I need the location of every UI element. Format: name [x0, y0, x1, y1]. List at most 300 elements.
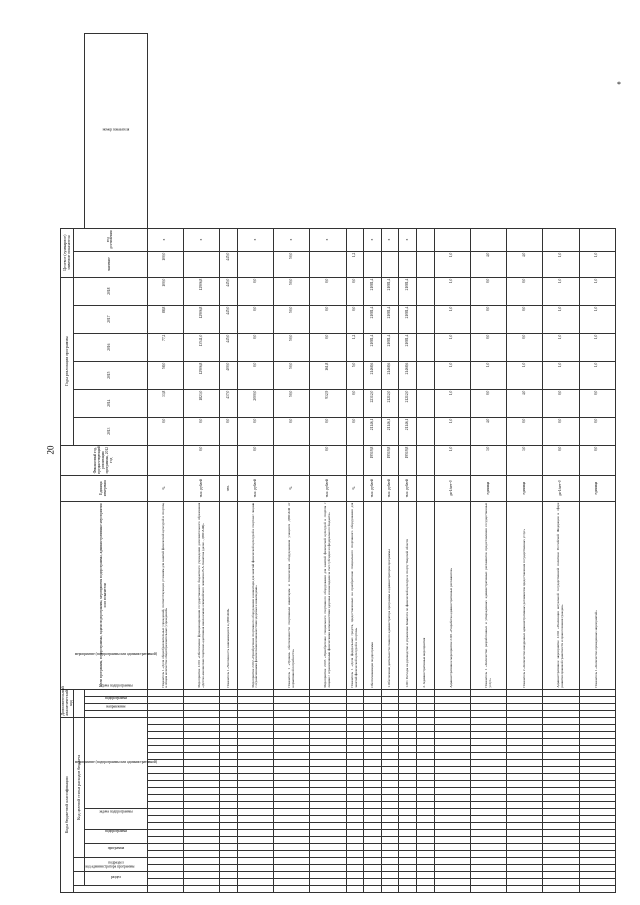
code-digit [381, 816, 399, 823]
code-digit [364, 851, 382, 858]
row-year-value: 0,0 [470, 305, 506, 333]
code-digit [237, 823, 273, 830]
code-digit [434, 781, 470, 788]
code-digit [364, 809, 382, 816]
table-row [470, 34, 506, 893]
row-year-value: 21081,4 [364, 277, 382, 305]
code-digit [399, 865, 417, 872]
code-digit [470, 830, 506, 837]
code-digit [579, 703, 615, 710]
code-digit [543, 851, 579, 858]
code-digit [220, 710, 238, 717]
code-digit [274, 809, 310, 816]
code-digit [183, 739, 219, 746]
code-digit [310, 774, 346, 781]
code-digit [274, 816, 310, 823]
row-year-value: 0,0 [346, 305, 364, 333]
row-year-value: 0,0 [310, 277, 346, 305]
code-digit [470, 725, 506, 732]
row-year-value: 21081,4 [399, 333, 417, 361]
code-digit [417, 753, 435, 760]
code-digit [274, 795, 310, 802]
row-name: Показатель 1 «Количество проведенных мероприятий» [579, 501, 615, 689]
row-target-value: 1,0 [543, 251, 579, 277]
row-name: Показатель 1 «Доля общеобразовательных учреждений, соответствующих условиям для занятий физической культурой и спортом, в общем количестве общеобразовательных учреждений» [147, 501, 183, 689]
code-digit [579, 732, 615, 739]
row-year-value: 21081,4 [364, 305, 382, 333]
code-digit [507, 851, 543, 858]
code-digit [220, 732, 238, 739]
table-row [399, 34, 417, 893]
row-fin-year: 0,0 [310, 445, 346, 475]
code-digit [310, 781, 346, 788]
row-target-year [220, 228, 238, 251]
code-digit [220, 802, 238, 809]
code-digit [399, 844, 417, 851]
code-digit [434, 760, 470, 767]
code-digit [310, 823, 346, 830]
code-digit [543, 717, 579, 724]
code-digit [237, 696, 273, 703]
code-digit [274, 830, 310, 837]
vertical-header-label: номер показателя [102, 127, 130, 132]
code-digit [417, 886, 435, 893]
code-digit [364, 767, 382, 774]
table-row [220, 34, 238, 893]
code-digit [543, 865, 579, 872]
row-year-value: 1,0 [579, 305, 615, 333]
code-digit [274, 725, 310, 732]
code-digit [237, 774, 273, 781]
code-digit [346, 696, 364, 703]
row-target-year [543, 228, 579, 251]
code-digit [381, 851, 399, 858]
code-digit [364, 732, 382, 739]
code-digit [507, 830, 543, 837]
row-year-value: 21212,0 [399, 389, 417, 417]
code-digit [399, 823, 417, 830]
code-digit [507, 717, 543, 724]
code-digit [310, 865, 346, 872]
row-fin-year: 19519,8 [381, 445, 399, 475]
code-digit [417, 739, 435, 746]
code-digit [470, 703, 506, 710]
row-target-year: x [364, 228, 382, 251]
code-digit [434, 753, 470, 760]
code-digit [417, 837, 435, 844]
row-year-value: 0,0 [507, 333, 543, 361]
code-digit [237, 879, 273, 886]
code-digit [381, 879, 399, 886]
code-digit [507, 844, 543, 851]
code-digit [434, 774, 470, 781]
table-row [417, 34, 435, 893]
row-year-value: 0,0 [237, 361, 273, 389]
code-digit [543, 844, 579, 851]
vertical-header-label: раздел [110, 875, 121, 880]
row-year-value: 0,0 [543, 389, 579, 417]
row-year-value: 33,8 [147, 389, 183, 417]
code-digit [147, 879, 183, 886]
code-digit [147, 739, 183, 746]
row-target-value [399, 251, 417, 277]
code-digit [543, 753, 579, 760]
code-digit [381, 725, 399, 732]
row-year-value: 1,0 [470, 361, 506, 389]
code-digit [507, 809, 543, 816]
code-digit [220, 809, 238, 816]
code-digit [310, 837, 346, 844]
code-digit [237, 851, 273, 858]
code-digit [274, 865, 310, 872]
code-digit [237, 760, 273, 767]
table-row [364, 34, 382, 893]
row-target-value: 100,0 [147, 251, 183, 277]
row-target-value [183, 251, 219, 277]
code-digit [220, 774, 238, 781]
code-digit [310, 732, 346, 739]
row-unit [417, 475, 435, 501]
row-target-year [434, 228, 470, 251]
code-digit [364, 816, 382, 823]
row-year-value [417, 305, 435, 333]
code-digit [237, 767, 273, 774]
row-year-value: 1,0 [579, 277, 615, 305]
code-digit [237, 746, 273, 753]
code-digit [310, 710, 346, 717]
code-digit [507, 781, 543, 788]
row-fin-year: 0,0 [183, 445, 219, 475]
code-digit [237, 753, 273, 760]
table-row [274, 34, 310, 893]
row-unit: тыс. рублей [183, 475, 219, 501]
code-digit [274, 872, 310, 879]
code-digit [310, 830, 346, 837]
rotated-table-wrapper [60, 33, 616, 893]
row-year-value: 0,0 [310, 417, 346, 445]
row-year-value: 0,0 [274, 417, 310, 445]
code-digit [274, 858, 310, 865]
row-year-value: 4,0 [507, 389, 543, 417]
row-unit: тыс. рублей [310, 475, 346, 501]
row-target-value [310, 251, 346, 277]
code-digit [434, 816, 470, 823]
row-year-value: 1,0 [434, 417, 470, 445]
code-digit [346, 872, 364, 879]
row-unit: единица [579, 475, 615, 501]
row-year-value: 1,0 [579, 333, 615, 361]
code-digit [183, 844, 219, 851]
vertical-header-label: подраздел [107, 860, 124, 865]
code-digit [543, 732, 579, 739]
code-digit [381, 844, 399, 851]
header-year-2015: 2015 [74, 361, 148, 389]
code-digit [579, 865, 615, 872]
code-digit [417, 830, 435, 837]
code-digit [237, 710, 273, 717]
code-digit [220, 823, 238, 830]
row-year-value: 58,0 [147, 361, 183, 389]
code-digit [543, 689, 579, 696]
code-digit [399, 739, 417, 746]
code-digit [381, 802, 399, 809]
code-digit [381, 746, 399, 753]
row-target-year [470, 228, 506, 251]
code-digit [183, 767, 219, 774]
code-digit [183, 710, 219, 717]
code-digit [579, 746, 615, 753]
code-digit [434, 725, 470, 732]
code-digit [381, 795, 399, 802]
row-target-year: x [274, 228, 310, 251]
code-digit [579, 753, 615, 760]
code-digit [434, 746, 470, 753]
row-year-value [417, 361, 435, 389]
code-digit [274, 781, 310, 788]
row-year-value: 12906,8 [183, 305, 219, 333]
vheader-subprogram [84, 830, 147, 844]
row-fin-year: 1,0 [434, 445, 470, 475]
header-year-2018: 2018 [74, 277, 148, 305]
code-digit [183, 851, 219, 858]
code-digit [346, 865, 364, 872]
code-digit [399, 696, 417, 703]
code-digit [434, 703, 470, 710]
code-digit [470, 696, 506, 703]
code-digit [434, 844, 470, 851]
group-header-budget-codes: Коды бюджетной классификации [61, 717, 74, 892]
code-digit [237, 872, 273, 879]
code-digit [381, 837, 399, 844]
code-digit [310, 858, 346, 865]
row-fin-year: 0,0 [543, 445, 579, 475]
row-target-value [364, 251, 382, 277]
code-digit [507, 767, 543, 774]
group-header-item-code: Код целевой статьи расходов бюджета [74, 717, 84, 857]
row-year-value: 4,0 [470, 417, 506, 445]
code-digit [364, 739, 382, 746]
code-digit [507, 823, 543, 830]
row-unit: тыс. рублей [381, 475, 399, 501]
code-digit [147, 837, 183, 844]
code-digit [417, 816, 435, 823]
vheader-program [84, 844, 147, 858]
code-digit [381, 865, 399, 872]
code-digit [183, 725, 219, 732]
code-digit [399, 689, 417, 696]
code-digit [147, 753, 183, 760]
code-digit [543, 781, 579, 788]
row-year-value: 1823,0 [183, 389, 219, 417]
row-fin-year: 3,0 [470, 445, 506, 475]
row-year-value: 12906,8 [183, 277, 219, 305]
row-year-value: 13541,0 [183, 333, 219, 361]
code-digit [310, 696, 346, 703]
code-digit [310, 788, 346, 795]
row-target-year: x [237, 228, 273, 251]
code-digit [346, 732, 364, 739]
code-digit [346, 858, 364, 865]
row-year-value: 932,9 [310, 389, 346, 417]
row-year-value: 21212,0 [381, 389, 399, 417]
code-digit [220, 781, 238, 788]
code-digit [364, 717, 382, 724]
row-year-value [417, 277, 435, 305]
code-digit [183, 872, 219, 879]
code-digit [543, 696, 579, 703]
row-year-value: 21146,1 [381, 417, 399, 445]
row-year-value: 445,0 [220, 333, 238, 361]
row-year-value [417, 389, 435, 417]
code-digit [399, 767, 417, 774]
code-digit [364, 781, 382, 788]
code-digit [274, 753, 310, 760]
row-year-value: 88,8 [147, 305, 183, 333]
row-fin-year: 0,0 [579, 445, 615, 475]
row-unit: тыс. рублей [237, 475, 273, 501]
code-digit [399, 809, 417, 816]
row-fin-year: 19519,8 [399, 445, 417, 475]
code-digit [507, 865, 543, 872]
code-digit [434, 788, 470, 795]
table-row [507, 34, 543, 893]
code-digit [147, 767, 183, 774]
code-digit [579, 830, 615, 837]
code-digit [381, 696, 399, 703]
code-digit [417, 767, 435, 774]
code-digit [220, 872, 238, 879]
code-digit [310, 851, 346, 858]
code-digit [346, 879, 364, 886]
code-digit [274, 767, 310, 774]
code-digit [470, 774, 506, 781]
code-digit [470, 844, 506, 851]
code-digit [220, 717, 238, 724]
code-digit [470, 767, 506, 774]
code-digit [274, 886, 310, 893]
code-digit [579, 851, 615, 858]
code-digit [364, 802, 382, 809]
code-digit [220, 739, 238, 746]
row-name: Мероприятие 2.002 «Приобретение спортивного оборудования и инвентаря для занятий физической культурой и спортом с лицами с ограниченными физическими возможностями здоровья и инвалидами» [237, 501, 273, 689]
vertical-header-label: мероприятие (подпрограммы или административной) [74, 651, 157, 656]
code-digit [310, 739, 346, 746]
header-year-2017: 2017 [74, 305, 148, 333]
code-digit [399, 746, 417, 753]
code-digit [381, 886, 399, 893]
code-digit [543, 837, 579, 844]
header-unit: Единица измерения [61, 475, 148, 501]
code-digit [346, 746, 364, 753]
table-row [237, 34, 273, 893]
code-digit [579, 788, 615, 795]
vertical-header-label: программа [107, 845, 124, 850]
code-digit [220, 816, 238, 823]
code-digit [543, 767, 579, 774]
row-year-value: 50,0 [274, 389, 310, 417]
code-digit [399, 717, 417, 724]
code-digit [417, 823, 435, 830]
row-year-value: 77,2 [147, 333, 183, 361]
code-digit [310, 886, 346, 893]
code-digit [579, 689, 615, 696]
header-name: Цели программы, подпрограммы, задачи подпрограммы, мероприятия подпрограммы, административные мероприятия и их показатели [61, 501, 148, 689]
code-digit [434, 886, 470, 893]
code-digit [237, 844, 273, 851]
code-digit [434, 696, 470, 703]
row-year-value: 1,0 [543, 333, 579, 361]
code-digit [381, 872, 399, 879]
code-digit [147, 689, 183, 696]
code-digit [183, 696, 219, 703]
row-fin-year [274, 445, 310, 475]
code-digit [381, 753, 399, 760]
table-row [579, 34, 615, 893]
code-digit [274, 774, 310, 781]
row-year-value: 50,0 [274, 333, 310, 361]
row-unit: да-1/нет-0 [543, 475, 579, 501]
code-digit [364, 865, 382, 872]
code-digit [364, 886, 382, 893]
code-digit [274, 717, 310, 724]
row-year-value: 1,0 [543, 361, 579, 389]
row-year-value: 0,0 [507, 277, 543, 305]
code-digit [310, 872, 346, 879]
row-year-value: 1,0 [579, 361, 615, 389]
row-name: Показатель 1 «Уровень обеспеченности спортивным инвентарем и техническим оборудованием учащихся ДЮСАШ от нормативной потребности» [274, 501, 310, 689]
row-target-value: 1,2 [346, 251, 364, 277]
row-year-value: 12906,8 [183, 361, 219, 389]
code-digit [183, 830, 219, 837]
code-digit [346, 689, 364, 696]
code-digit [470, 739, 506, 746]
row-unit: % [346, 475, 364, 501]
table-row [381, 34, 399, 893]
code-digit [417, 872, 435, 879]
code-digit [147, 732, 183, 739]
code-digit [579, 710, 615, 717]
code-digit [579, 739, 615, 746]
code-digit [346, 739, 364, 746]
row-year-value: 0,0 [579, 417, 615, 445]
code-digit [274, 879, 310, 886]
code-digit [399, 802, 417, 809]
code-digit [417, 781, 435, 788]
row-year-value: 1,0 [543, 277, 579, 305]
code-digit [147, 795, 183, 802]
row-unit: чел. [220, 475, 238, 501]
code-digit [274, 703, 310, 710]
row-unit: % [274, 475, 310, 501]
code-digit [434, 717, 470, 724]
code-digit [381, 760, 399, 767]
code-digit [183, 886, 219, 893]
code-digit [399, 760, 417, 767]
code-digit [417, 760, 435, 767]
code-digit [381, 858, 399, 865]
code-digit [147, 781, 183, 788]
row-year-value: 445,0 [220, 305, 238, 333]
code-digit [346, 844, 364, 851]
row-year-value: 21081,4 [381, 277, 399, 305]
code-digit [381, 689, 399, 696]
row-target-value: 50,0 [274, 251, 310, 277]
code-digit [183, 774, 219, 781]
row-target-year: x [147, 228, 183, 251]
code-digit [579, 767, 615, 774]
row-name: 1.001 Расходы на руководство и управление Комитета по физической культуре и спорту Тверской области [399, 501, 417, 689]
row-year-value: 21081,4 [399, 277, 417, 305]
